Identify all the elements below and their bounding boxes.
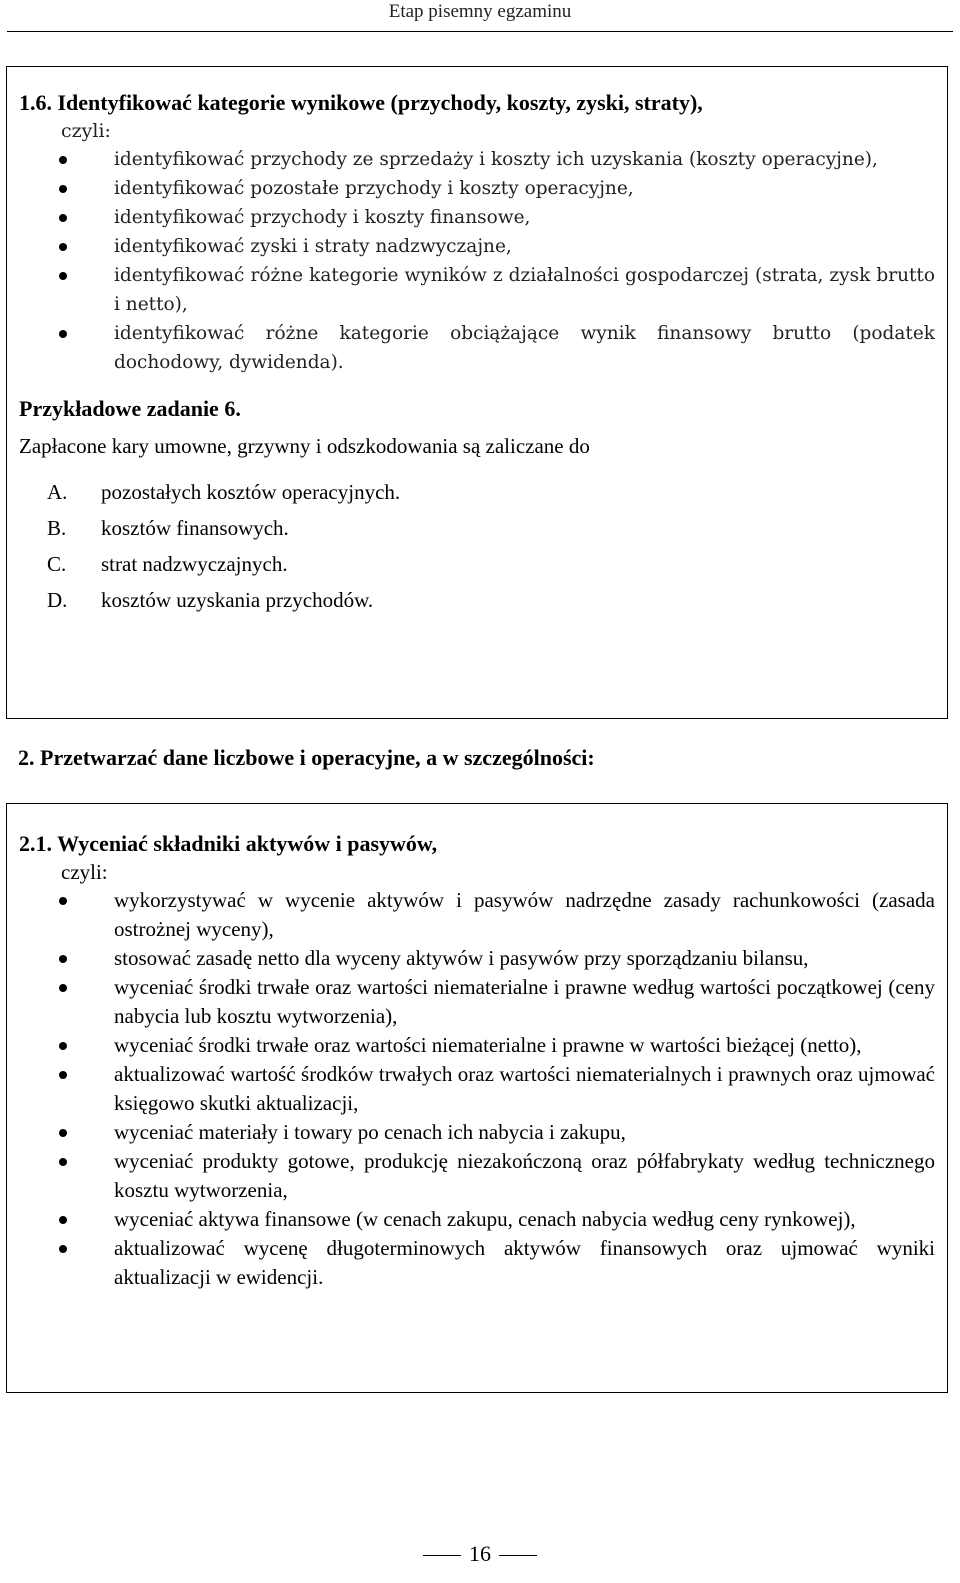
list-item: identyfikować przychody ze sprzedaży i koszty ich uzyskania (koszty operacyjne), [19,145,935,174]
chapter-heading: 2. Przetwarzać dane liczbowe i operacyjne, a w szczególności: [18,745,595,770]
objective-list [19,886,935,1292]
czyli-label: czyli: [61,860,108,884]
page-number: 16 [0,1540,960,1568]
list-item: wyceniać produkty gotowe, produkcję niezakończoną oraz półfabrykaty według technicznego kosztu wytworzenia, [19,1147,935,1205]
bullet-icon [59,330,67,338]
list-item: aktualizować wycenę długoterminowych aktywów finansowych oraz ujmować wyniki aktualizacji w ewidencji. [19,1234,935,1292]
section-box-2-1 [6,803,948,1393]
list-item: identyfikować różne kategorie wyników z działalności gospodarczej (strata, zysk brutto i netto), [19,261,935,319]
bullet-icon [59,1158,67,1166]
answer-text: kosztów uzyskania przychodów. [101,588,374,612]
dash-right [499,1555,537,1556]
czyli-label: czyli: [61,120,111,142]
list-item: wyceniać środki trwałe oraz wartości niematerialne i prawne według wartości początkowej (ceny nabycia lub kosztu wytworzenia), [19,973,935,1031]
section-heading: 1.6. Identyfikować kategorie wynikowe (przychody, koszty, zyski, straty), [19,90,703,115]
list-item: identyfikować przychody i koszty finansowe, [19,203,935,232]
bullet-icon [59,984,67,992]
answer-letter: C. [47,552,67,576]
list-item: stosować zasadę netto dla wyceny aktywów i pasywów przy sporządzaniu bilansu, [19,944,935,973]
bullet-icon [59,955,67,963]
page-header [0,0,960,30]
answer-option-d [19,586,935,614]
bullet-icon [59,1245,67,1253]
answer-text: pozostałych kosztów operacyjnych. [101,480,401,504]
list-item: identyfikować pozostałe przychody i koszty operacyjne, [19,174,935,203]
answer-option-b [19,514,935,542]
answer-text: strat nadzwyczajnych. [101,552,288,576]
example-question: Zapłacone kary umowne, grzywny i odszkodowania są zaliczane do [19,434,590,458]
answer-letter: D. [47,588,68,612]
bullet-icon [59,272,67,280]
answer-list [19,478,935,614]
bullet-icon [59,1216,67,1224]
objective-list [19,145,935,377]
answer-option-a [19,478,935,506]
bullet-icon [59,897,67,905]
header-rule [7,31,953,32]
bullet-icon [59,214,67,222]
bullet-icon [59,1129,67,1137]
list-item: wyceniać materiały i towary po cenach ich nabycia i zakupu, [19,1118,935,1147]
section-heading: 2.1. Wyceniać składniki aktywów i pasywów, [19,831,438,856]
list-item: identyfikować różne kategorie obciążające wynik finansowy brutto (podatek dochodowy, dywidenda). [19,319,935,377]
list-item: aktualizować wartość środków trwałych oraz wartości niematerialnych i prawnych oraz ujmować księgowo skutki aktualizacji, [19,1060,935,1118]
list-item: wykorzystywać w wycenie aktywów i pasywów nadrzędne zasady rachunkowości (zasada ostrożnej wyceny), [19,886,935,944]
list-item: identyfikować zyski i straty nadzwyczajne, [19,232,935,261]
list-item: wyceniać aktywa finansowe (w cenach zakupu, cenach nabycia według ceny rynkowej), [19,1205,935,1234]
bullet-icon [59,243,67,251]
header-title: Etap pisemny egzaminu [388,1,572,22]
dash-left [423,1555,461,1556]
example-title: Przykładowe zadanie 6. [19,396,241,421]
answer-text: kosztów finansowych. [101,516,289,540]
answer-option-c [19,550,935,578]
bullet-icon [59,1042,67,1050]
answer-letter: A. [47,480,68,504]
bullet-icon [59,1071,67,1079]
list-item: wyceniać środki trwałe oraz wartości niematerialne i prawne w wartości bieżącej (netto), [19,1031,935,1060]
bullet-icon [59,156,67,164]
section-box-1-6 [6,66,948,719]
answer-letter: B. [47,516,67,540]
bullet-icon [59,185,67,193]
